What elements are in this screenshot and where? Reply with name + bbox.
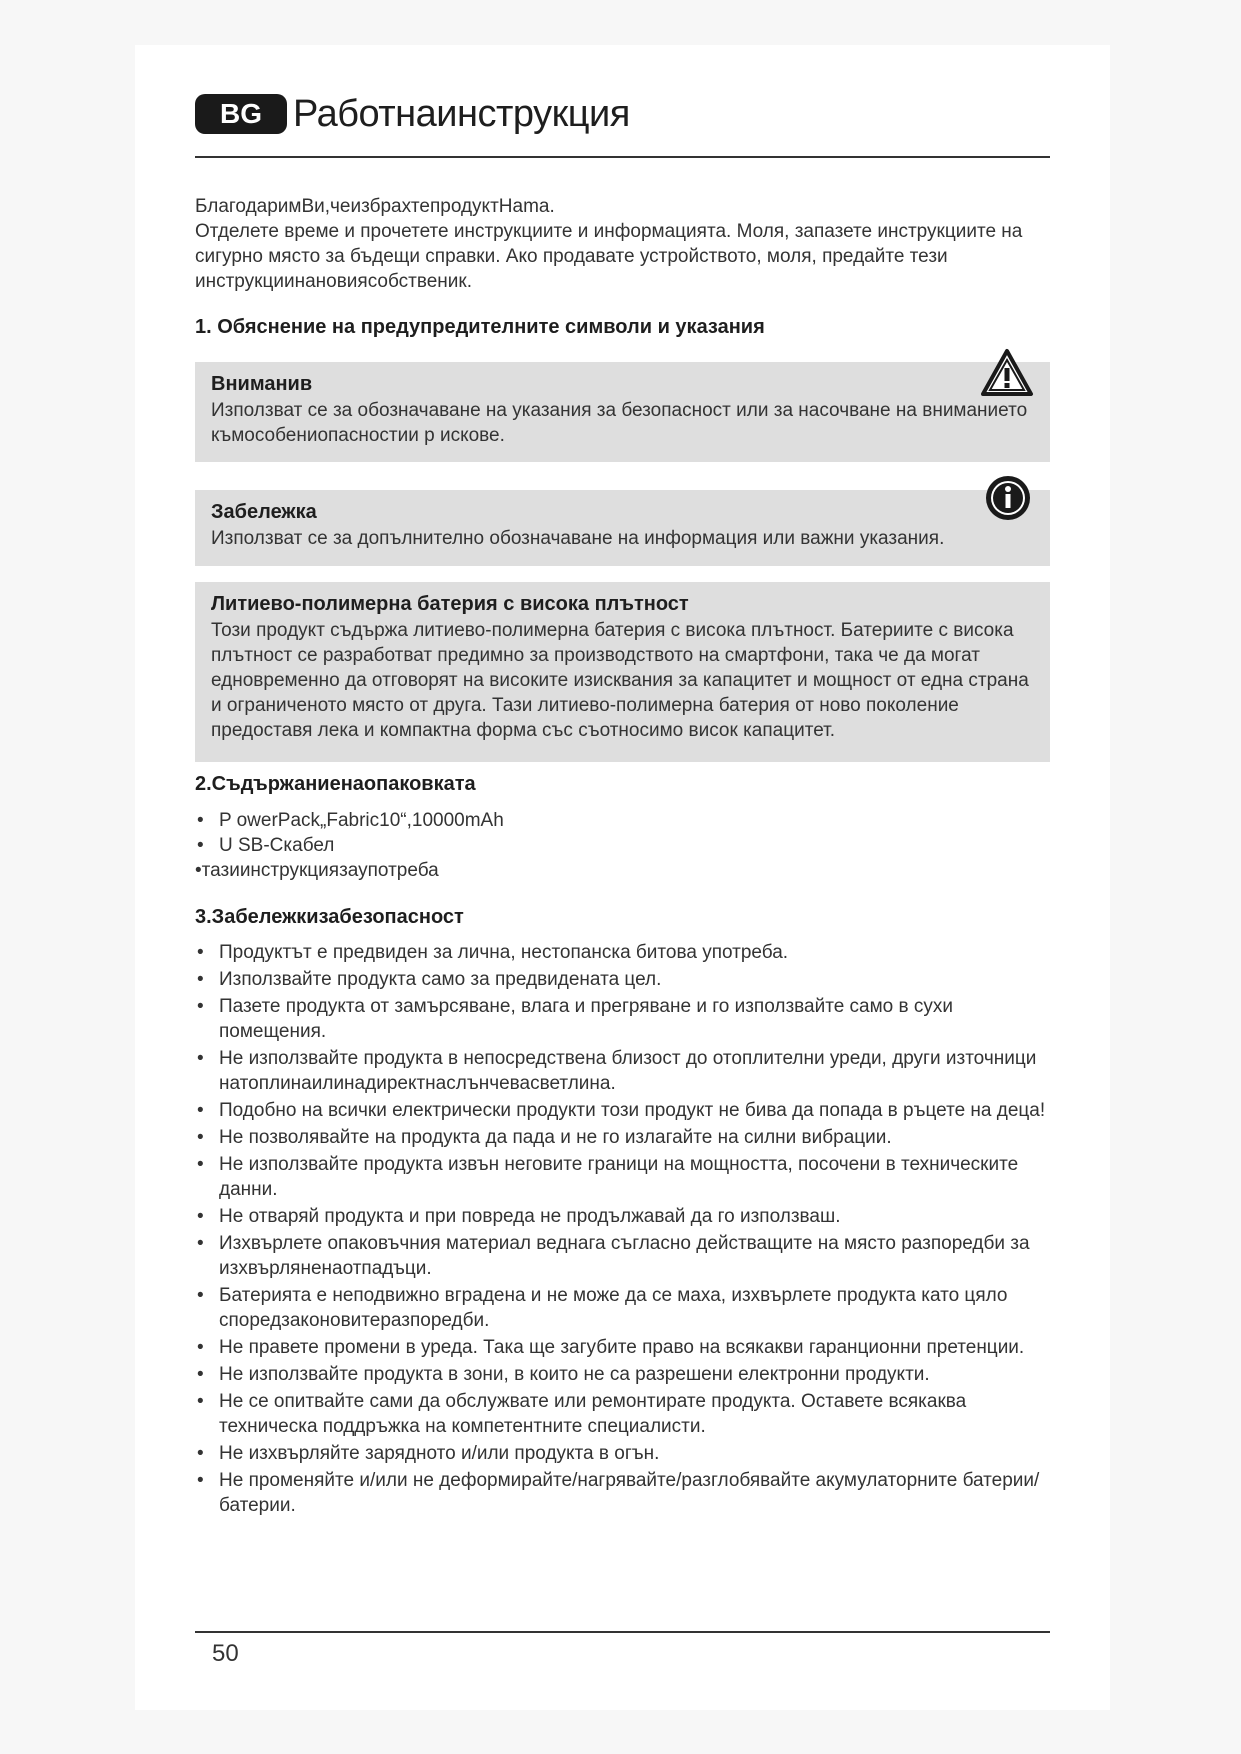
battery-title: Литиево-полимерна батерия с висока плътност	[211, 593, 689, 615]
list-item: • Не изхвърляйте зарядното и/или продукта в огън.	[197, 1443, 660, 1464]
list-item: • Не използвайте продукта в зони, в които не са разрешени електронни продукти.	[197, 1364, 930, 1385]
battery-box	[195, 582, 1050, 762]
intro-thanks: БлагодаримВи,чеизбрахтепродуктHama.	[195, 196, 555, 217]
list-item: • Не се опитвайте сами да обслужвате или ремонтирате продукта. Оставете всякаква техническа поддръжка на компетентните специалисти.	[197, 1391, 967, 1437]
list-item: • Подобно на всички електрически продукти този продукт не бива да попада в ръцете на деца!	[197, 1100, 1046, 1121]
intro-text: Отделете време и прочетете инструкциите и информацията. Моля, запазете инструкциите на сигурно място за бъдещи справки. Ако продавате устройството, моля, предайте тези инструкциинановиясобственик.	[195, 221, 1023, 292]
warning-box	[195, 362, 1050, 462]
battery-text: Този продукт съдържа литиево-полимерна батерия с висока плътност. Батериите с висока плътност се разработват предимно за производството на смартфони, така че да могат едновременно да отговорят на високите изисквания за капацитет и мощност от една страна и ограниченото място от друга. Тази литиево-полимерна батерия от ново поколение предоставя лека и компактна форма със съотносимо висок капацитет.	[211, 620, 1029, 741]
list-item: • U SB-Скабел	[197, 835, 335, 856]
warning-triangle-icon	[980, 348, 1034, 398]
info-icon	[984, 474, 1032, 522]
list-item: • Не променяйте и/или не деформирайте/нагрявайте/разглобявайте акумулаторните батерии/ батерии.	[197, 1470, 1040, 1516]
section3-heading: 3.Забележкизабезопасност	[195, 906, 464, 928]
list-item: • Не използвайте продукта извън неговите граници на мощността, посочени в техническите данни.	[197, 1154, 1019, 1200]
list-item: • Не правете промени в уреда. Така ще загубите право на всякакви гаранционни претенции.	[197, 1337, 1025, 1358]
list-item: • Продуктът е предвиден за лична, нестопанска битова употреба.	[197, 942, 789, 963]
page-number: 50	[212, 1640, 239, 1667]
list-item: • Използвайте продукта само за предвидената цел.	[197, 969, 662, 990]
page-header	[195, 88, 1050, 160]
page-title: Работнаинструкция	[293, 93, 630, 135]
header-divider	[195, 156, 1050, 158]
list-item: • Изхвърлете опаковъчния материал веднага съгласно действащите на място разпоредби за изхвърляненаотпадъци.	[197, 1233, 1030, 1279]
warning-text: Използват се за обозначаване на указания за безопасност или за насочване на вниманието къмособениопасностии р искове.	[211, 400, 1028, 446]
note-box	[195, 490, 1050, 566]
note-title: Забележка	[211, 501, 317, 523]
section1-heading: 1. Обяснение на предупредителните символи и указания	[195, 316, 765, 338]
intro-block	[195, 194, 1050, 294]
list-item: • Не позволявайте на продукта да пада и не го излагайте на силни вибрации.	[197, 1127, 892, 1148]
list-item: • Пазете продукта от замърсяване, влага и прегряване и го използвайте само в сухи помещения.	[197, 996, 954, 1042]
safety-notes-list	[195, 940, 1055, 1520]
list-item: • P owerPack„Fabric10“,10000mAh	[197, 810, 504, 831]
note-text: Използват се за допълнително обозначаване на информация или важни указания.	[211, 528, 945, 549]
list-item: • Не отваряй продукта и при повреда не продължавай да го използваш.	[197, 1206, 841, 1227]
list-item: • Не използвайте продукта в непосредствена близост до отоплителни уреди, други източници натоплинаилинадиректнаслънчевасветлина.	[197, 1048, 1037, 1094]
package-contents-list	[195, 808, 1055, 858]
list-item: • Батерията е неподвижно вградена и не може да се маха, изхвърлете продукта като цяло споредзаконовитеразпоредби.	[197, 1285, 1008, 1331]
package-extra-item: •тазиинструкциязаупотреба	[195, 860, 439, 881]
section2-heading: 2.Съдържаниенаопаковката	[195, 773, 476, 795]
footer-divider	[195, 1631, 1050, 1633]
language-badge: BG	[195, 94, 287, 134]
warning-title: Вниманив	[211, 373, 313, 395]
